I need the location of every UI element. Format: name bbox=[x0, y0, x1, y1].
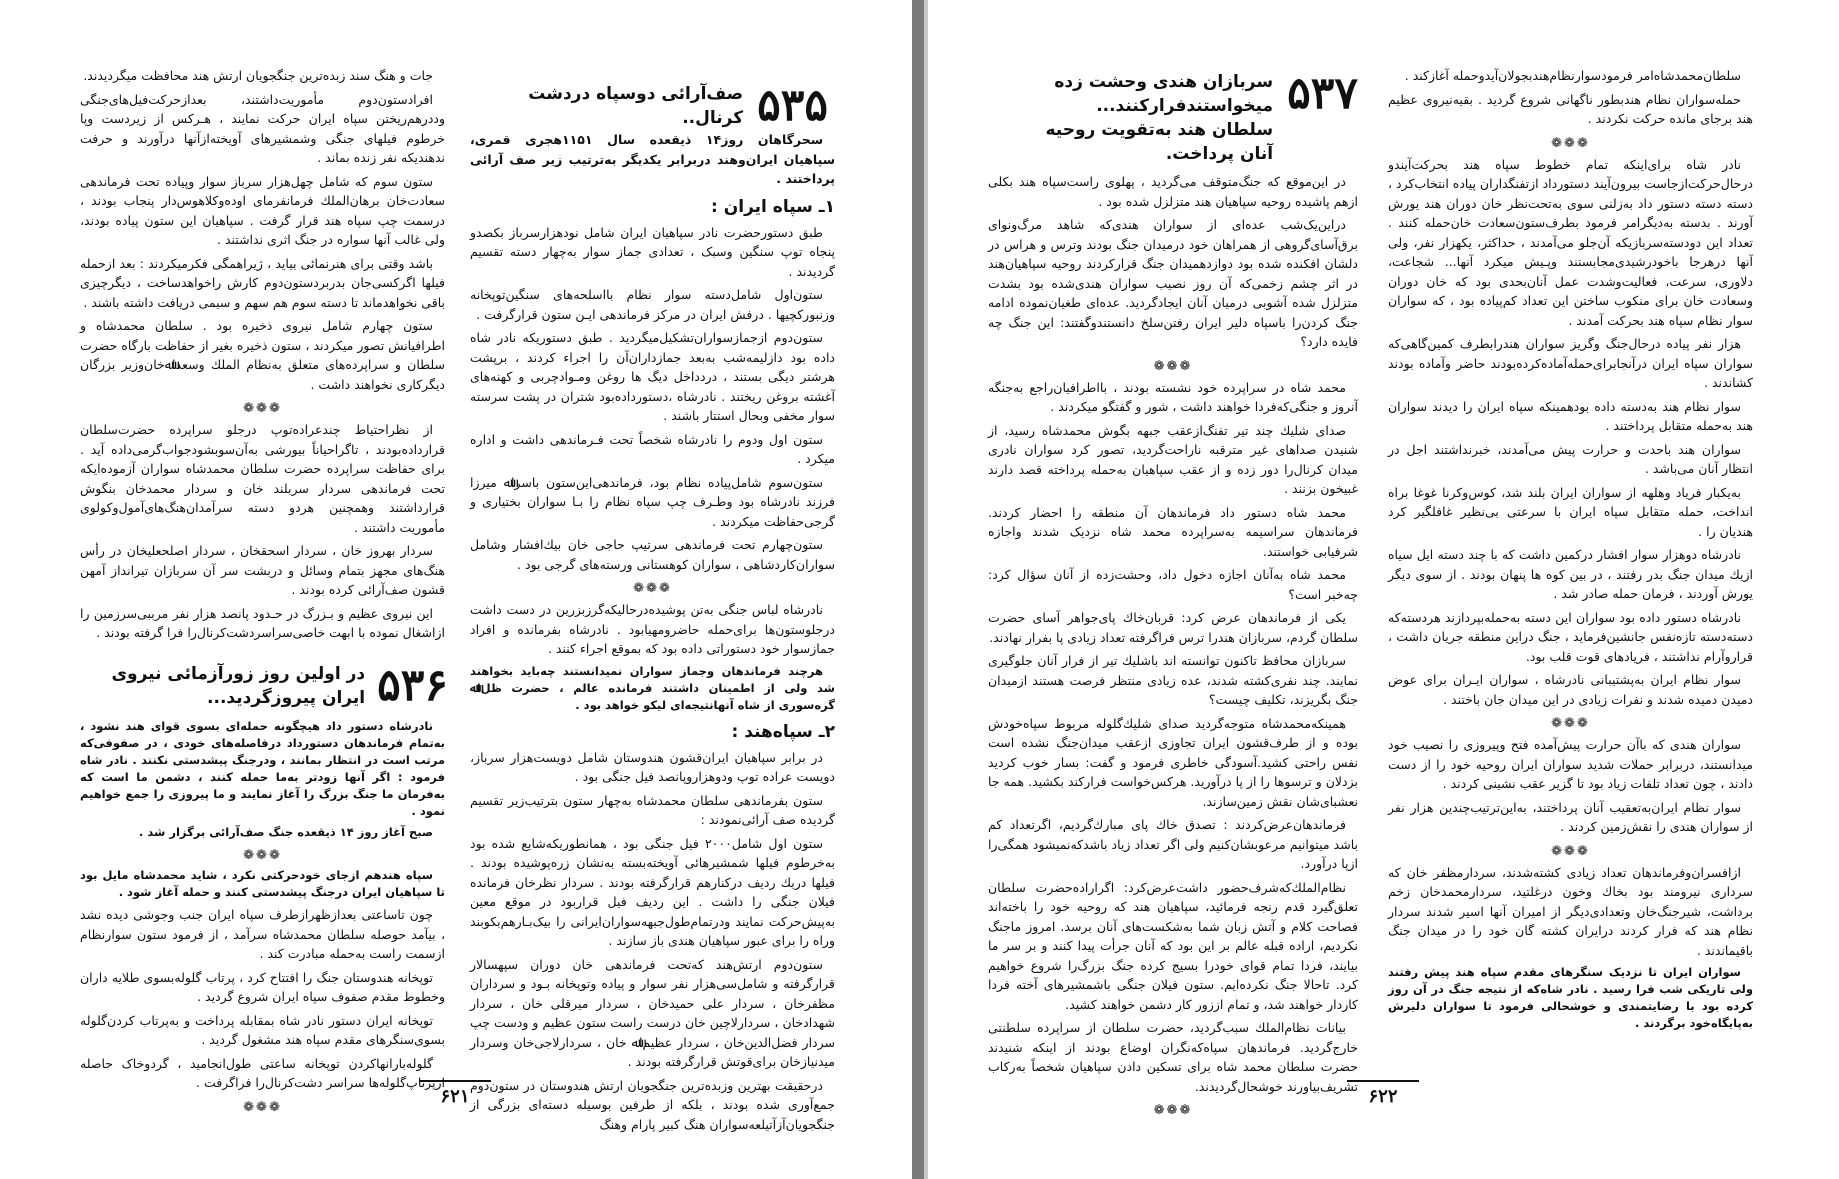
article-535-title: صف‌آرائی دوسپاه دردشت کرنال.. bbox=[528, 84, 744, 128]
paragraph: در این‌موقع که جنگ‌متوقف می‌گردید ، پهلوی راست‌سپاه هند بکلی از‌هم پاشیده روحیه سپاهیان هند متزلزل شده بود . bbox=[988, 174, 1358, 209]
paragraph: نادرشاه لباس جنگی به‌تن پوشیده‌درحالیکه‌گرز‌بزرین در دست داشت درجلو‌ستون‌ها برای‌حمله حاضرومهیابود . نادرشاه بفرمانده و افراد جمازسوار خود دستوراتی داده بود که بموقع اجراء کنند . bbox=[470, 602, 835, 656]
section-separator: ❁❁❁ bbox=[243, 848, 282, 863]
right-page-col-left bbox=[988, 172, 1358, 1118]
paragraph: این نیروی عظیم و بـزرگ در حـدود پانصد هزار نفر مرببی‌سرزمین را ازاشغال نموده با ابهت خاصی‌سراسردشت‌کرنال‌را فرا گرفته بودند . bbox=[80, 605, 445, 640]
paragraph: ستون بفرماندهی سلطان محمدشاه به‌چهار ستون بترتیب‌زیر تقسیم گردیده صف آرائی‌نمودند : bbox=[470, 792, 835, 827]
folio-rule bbox=[1347, 1080, 1419, 1082]
section-separator: ❁❁❁ bbox=[1153, 1103, 1193, 1118]
paragraph: جات و هنگ سند زبده‌ترین جنگجویان ارتش هند محافظت میگردیدند. bbox=[83, 68, 433, 83]
paragraph: یکی از فرماندهان عرض کرد: قربان‌خاك پای‌جواهر آسای حضرت سلطان گردم، سربازان هندرا ترس فراگرفته تعداد زیادی پا بفرار نهادند. bbox=[988, 610, 1358, 645]
section-iran-army-heading: ۱ـ سپاه ایران : bbox=[711, 196, 835, 217]
paragraph: سوار نظام ایران به‌پشتیبانی نادرشاه ، سواران ایـران برای عوض دمیدن دمیده شدند و نفرات زیادی در این میدان جان باختند . bbox=[1388, 672, 1753, 707]
paragraph: طبق دستورحضرت نادر سپاهیان ایران شامل نودهزارسرباز بکصدو پنجاه توپ سنگین وسبک ، تعدادی جماز سوار به‌چهار دسته تقسیم گردیدند . bbox=[470, 224, 835, 279]
paragraph: صدای شلیك چند تیر تفنگ‌ازعقب جبهه بگوش محمدشاه رسید، از شنیدن صداهای غیر مترقبه ناراحت‌گردید، تصور کرد سواران نادری میدان کرنال‌را دور زده و از عقب سپاهیان به‌حمله پرداخته قصد دارند غبیخون بزنند . bbox=[988, 422, 1358, 496]
article-537-headline bbox=[988, 70, 1358, 166]
paragraph: ازافسران‌وفرماندهان تعداد زیادی کشته‌شدند، سردار‌مظفر خان که سرداری نیرومند بود‌ بخاك و‌خون درغلتید، سردارمحمدخان زخم برداشت، شیرجنگ‌خان وتعدادی‌دیگر از امیران آنها اسیر شدند سردار نظام هند که فرار کردند درایران کشته گان خود را در میدان جنگ باقیماندند . bbox=[1388, 864, 1753, 958]
article-536-headline bbox=[88, 662, 448, 710]
paragraph: افرادستون‌دوم مأموریت‌داشتند، بعدازحرکت‌فیل‌های‌جنگی وددرهم‌ریختن‌ سپاه ایران حرکت نمایند ، هـرکس از زیردست وپا خرطوم فیلهای جنگی وشمشیرهای آویخته‌ازآنها درآورند و حرفت ندهندیکه نفر زنده بماند . bbox=[80, 91, 445, 165]
paragraph: باشد وقتی برای هنرنمائی بیاید ، ژیرا‌همگی فکرمیکردند : بعد از‌حمله فیلها اگرکسی‌جان بدربرد‌ستون‌دوم کارش را‌خواهدساخت ، دیگر‌چیزی باقی نخواهد‌ماند تا دسته سوم هم سهم و سیمی دریافت داشته باشند . bbox=[80, 255, 445, 310]
article-537-number: ۵۳۷ bbox=[1287, 68, 1358, 119]
section-separator: ❁❁❁ bbox=[1153, 358, 1193, 374]
section-separator: ❁❁❁ bbox=[1551, 843, 1590, 859]
section-separator: ❁❁❁ bbox=[633, 581, 672, 596]
paragraph: نادرشاه دستور داده بود سواران این دسته به‌حمله‌بپردازند هردسته‌که دسته‌دسته تازه‌نفس جانشین‌فرماید ، جنگ دراین منطقه جریان داشت ، قرارو‌آرام نداشتند ، فریادهای قوت قلب بود. bbox=[1388, 609, 1753, 664]
paragraph: ستون‌دوم ازجماز‌سواران‌تشکیل‌میگردید . طبق دستوریکه نادر شاه داده بود دازلیمه‌شب به‌بعد جمازداران‌آن را اجراء کردند ، برپشت هرشتر دیگی بستند ، دردداخل دیگ ها روغن ومـوادچربی و کهنه‌های آغشته بروغن ریختند . نادرشاه ،دستورداده‌بود شتران در پشت سرسته سوار مخفی وبحال استتار باشند . bbox=[470, 330, 835, 423]
page-number-text: ۶۲۲ bbox=[1368, 1086, 1398, 1107]
paragraph: محمد شاه به‌آنان اجازه دخول داد، وحشت‌زده از آنان سؤال کرد: چه‌خبر است؟ bbox=[988, 567, 1358, 602]
paragraph: فرماندهان‌عرض‌کردند : تصدق خاك پای مبارك‌گردیم، اگرتعداد کم باشد میتوانیم مرعوبشان‌کنیم ولی اگر تعداد زیاد باشد‌که‌نمیشود همگی‌را ازپا درآورد. bbox=[988, 817, 1358, 871]
boxed-note: نادرشاه دستور داد هیچگونه حمله‌ای بسوی قوای هند نشود ، به‌تمام فرماندهان دستورداد درفاصله‌های خودی ، در صفوفی‌که مرتب است در انتظار بمانند ، ودرجنگ پیشدستی نکنند . نادر شاه فرمود : اگر آنها زودتر به‌ما حمله کنند ، دشمن ما است که به‌فرمان ما جنگ بزرگ را آغاز نمایند و ما پیروزی را جمع خواهیم نمود . bbox=[80, 719, 445, 818]
article-535-number: ۵۳۵ bbox=[757, 80, 828, 131]
paragraph: سوار نظام هند به‌دسته داده بودهمینکه سپاه ایران را دیدند سواران هند به‌حمله متقابل پرداختند . bbox=[1388, 398, 1753, 433]
paragraph: بیانات نظام‌الملك سبب‌گردید، حضرت سلطان از سراپرده سلطنتی خارج‌گردید. فرماندهان سپاه‌که‌نگران اوضاع بودند از اینکه شنیدند حضرت سلطان محمد شاه برای تسکین دادن سپاهیان شخصاً به‌رکاب تشریف‌بیاورند خوشحال‌گردیدند. bbox=[988, 1020, 1358, 1094]
section-separator: ❁❁❁ bbox=[243, 1099, 282, 1115]
paragraph: به‌یکبار فریاد وهلهه از سواران ایران بلند شد، کوس‌وکرنا غوغا براه انداخت، حمله متقابل سپاه ایران با سرعتی بی‌نظیر غافلگیر کرد هندیان را . bbox=[1388, 484, 1753, 539]
paragraph: همینکه‌محمدشاه متوجه‌گردید صدای شلیك‌گلوله مربوط سپاه‌خودش بوده و از طرف‌قشون ایران تجاوزی ازعقب میدان‌جنگ نشده است نفس راحتی کشید.آسودگی خاطری فرمود و گفت: بسار خوب کردید بزدلان و ترسوها را از پا درآورید. هرکس‌خواست فرارکند بکشید. همه جا نعشبای‌شان نقش زمین‌سازند. bbox=[988, 715, 1358, 809]
paragraph: سواران هند باحدت و حرارت پیش می‌آمدند، خبرنداشتند اجل در انتظار آنان می‌باشد . bbox=[1388, 441, 1753, 476]
paragraph: ستون اول ودوم را نادرشاه شخصاً تحت فـرماندهی داشت و اداره میکرد . bbox=[470, 431, 835, 466]
page-number-left bbox=[400, 1080, 510, 1179]
boxed-note: سواران ایران تا نزدیک سنگرهای مقدم سپاه هند پیش رفتند ولی تاریکی شب فرا رسید . نادر شاه‌که از نتیجه جنگ در آن روز کرده بود با رضایتمندی و خوشحالی فرمود تا سواران دلیرش به‌پایگاه‌خود برگردند . bbox=[1388, 965, 1753, 1030]
paragraph: گلوله‌بارانها‌کردن توپخانه ساعتی طول‌انجامید ، گردوخاک حاصله ازپرتاپ‌گلوله‌ها سراسر دشت‌کرنال‌را فراگرفت . bbox=[80, 1055, 445, 1090]
book-gutter bbox=[912, 0, 924, 1179]
paragraph: توپخانه هندوستان جنگ را افتتاح کرد ، پرتاب گلوله‌بسوی طلایه داران وخطوط مقدم صفوف سپاه ایران شروع گردید . bbox=[80, 969, 445, 1004]
paragraph: نادر شاه برای‌اینکه تمام خطوط سپاه هند بحرکت‌آیندو درحال‌حرکت‌ازجاست بیرون‌آیند دستورداد ازتفنگداران پیاده انتخاب‌کرد ، دسته دسته دستور داد به‌زلنی سوی به‌تحت‌نظر خان دوران هند یورش آورند . بدسته به‌دیگرامر فرمود بطرف‌ستون‌سعادت خان‌حمله کنند . تعداد این دودسته‌سربازیکه آن‌جلو می‌آمدند ، حداکثر، یکهزار نفر، ولی آنها درهرجا باخودرشیدی‌مجابستند وپـیش میکرد آنها... شجاعت، دلاوری، سرعت، فعالیت‌وشدت عمل آنان‌بحدی بود که خان دوران وسعادت خان برای منکوب ساختن این تعداد کم‌پیاده بود ، که سواران سوار نظام سپاه هند بحرکت آمدند . bbox=[1388, 156, 1753, 328]
paragraph: در برابر سپاهیان ایران‌قشون هندوستان شامل دویست‌هزار سرباز، دویست عراده توپ ودوهزاروپانصد فیل جنگی بود . bbox=[470, 749, 835, 784]
paragraph: توپخانه ایران دستور نادر شاه بمقابله پرداخت و به‌پرتاب کردن‌گلوله بسوی‌سنگرهای مقدم سپاه هند مشغول گردید . bbox=[80, 1012, 445, 1047]
article-536-number: ۵۳۶ bbox=[377, 660, 448, 711]
paragraph: محمد شاه دستور داد فرماندهان آن منطقه را احضار کردند. فرماندهان سراسیمه به‌سراپرده محمد شاه نزدیک شدند واجازه شرفیابی خواستند. bbox=[988, 504, 1358, 559]
paragraph: سربازان محافظ تاکنون توانسته اند باشلیك تیر از فرار آنان جلوگیری نمایند. چند نفری‌کشته شدند، عده زیادی منتظر فرصت هستند ازمیدان جنگ بگریزند، تکلیف چیست؟ bbox=[988, 653, 1358, 707]
paragraph: ستون‌اول شامل‌دسته سوار نظام با‌اسلحه‌های سنگین‌توپخانه وزنبورکچیها . درفش ایران در مرکز فرماندهی ایـن ستون قرار‌گرفت . bbox=[470, 287, 835, 322]
left-page bbox=[0, 0, 912, 1179]
folio-rule bbox=[419, 1080, 491, 1082]
paragraph: هزار نفر پیاده درحال‌جنگ وگریز سواران هندرابطرف کمین‌گاهی‌که سواران سپاه ایران درآنجابرای‌حمله‌آماده‌کرده‌بودند حاضر وآماده بودند کشاندند . bbox=[1388, 336, 1753, 390]
article-535-headline bbox=[468, 82, 828, 130]
paragraph: حمله‌سواران نظام هندبطور ناگهانی شروع گردید . بقیه‌نیروی عظیم هند برجای مانده حرکت نکردند . bbox=[1388, 91, 1753, 126]
page-number-right bbox=[1328, 1080, 1438, 1179]
left-page-col-left-bottom bbox=[80, 718, 445, 1115]
paragraph: سلطان‌محمدشاه‌امر فرمودسوار‌نظام‌هندبجولان‌آیدوحمله آغازکند . bbox=[1404, 68, 1741, 83]
paragraph: ستون‌چهارم تحت فرماندهی سرتیپ حاجی خان بیك‌افشار وشامل سواران‌کاردشاهی ، سواران کوهستانی ورستەهای گرجی بود . bbox=[470, 537, 835, 572]
paragraph: ستون‌سوم شامل‌پیاده نظام بود، فرماندهی‌این‌ستون باسراﷲ میرزا فرزند نادرشاه بود وطـرف چپ سپاه نظام را بـا سواران بختیاری و گرجی‌حفاظت میکردند . bbox=[470, 474, 835, 529]
paragraph: درحقیقت بهترین وزبده‌ترین جنگجویان ارتش هندوستان در ستون‌دوم جمع‌آوری شده بودند ، بلکه از طرفین بوسیله دسته‌ای بزرگی از جنگجویان‌آزآتیلعه‌سواران هنگ کبیر پارام وهنگ bbox=[470, 1077, 835, 1132]
boxed-note: هرچند فرماندهان وجماز سواران نمیدانستند چه‌باید بخواهند شد ولی از اطمینان داشتند فرمانده عالم ، حضرت ظل‌اﷲ گره‌سوری از شاه آنها‌نتیجه‌ای لیکو خواهد بود . bbox=[470, 663, 835, 712]
paragraph: ستون سوم که شامل چهل‌هزار سرباز سوار وپیاده تحت فرماندهی سعادت‌خان برهان‌الملك فرمانفرمای اوده‌وکلاهوس‌دار پنجاب بودند ، درسمت چپ سپاه هند قرار گرفت . سپاهیان این ستون پیاده بودند، ولی غالب آنها سواره در جنگ اثری نداشتند . bbox=[80, 173, 445, 247]
section-separator: ❁❁❁ bbox=[243, 401, 282, 416]
paragraph: محمد شاه در سراپرده خود نشسته بودند ، بااطرافیان‌راجع به‌جنگه آنروز و جنگی‌که‌فردا خواهند داشت ، شور و گفتگو میکردند . bbox=[988, 379, 1358, 414]
paragraph: نادرشاه دوهزار سوار افشار درکمین داشت که با چند دسته ایل سیاه ازیك میدان جنگ بدر رفتند ، در بین کوه ها پنهان بودند . از سوی دیگر یورش آوردند ، فرمان حمله صادر شد . bbox=[1388, 547, 1753, 601]
article-536-title-line1: در اولین روز زورآزمائی نیروی bbox=[111, 664, 366, 684]
article-537-title-line: سربازان هندی وحشت زده bbox=[1054, 72, 1274, 92]
paragraph: نظام‌الملك‌که‌شرف‌حضور داشت‌عرض‌کرد: اگراراده‌حضرت سلطان تعلق‌گیرد قدم رنجه فرمائید، سپاهیان هند که روحیه خود را باخته‌اند فصاحت کلام و آتش زبان شما به‌شکست‌های آنان برسد. امروز ماجنگ نکردیم، اراده قبله عالم بر این بود که آنان جرأت پیدا کنند و بر سر ما بیایند، فردا تمام قوای خودرا بسیج کرده جنگ بزرگ‌را شروع خواهیم کرد. تاحالا جنگ نکرده‌ایم. ستون فیلان جنگی باشمشیرهای آخته فردا کاردار خواهند شد، و تمام اززور کار دشمن خواهند کشید. bbox=[988, 879, 1358, 1012]
article-537-title-line: آنان پرداخت. bbox=[1165, 144, 1274, 164]
paragraph: ستون چهارم شامل نیروی ذخیره بود . سلطان محمدشاه و اطرافیانش تصور میکردند ، ستون ذخیره بغیر از حفاظت بارگاه حضرت سلطان و سراپرده‌های متعلق به‌نظام الملك وسعدا‌ﷲ‌خان‌وزیر بزرگان دیگرکاری نخواهند داشت . bbox=[80, 318, 445, 392]
paragraph: چون تاساعتی بعدازظهرازطرف سپاه ایران جنب وجوشی دیده نشد ، بیآمد حوصله سلطان محمدشاه سرآمد ، از فرمود ستون سوارنظام ازسمت راست به‌حمله مبادرت کند . bbox=[80, 907, 445, 961]
section-separator: ❁❁❁ bbox=[1551, 135, 1590, 151]
right-page-col-right bbox=[1388, 66, 1753, 1076]
left-page-col-left-top bbox=[80, 66, 445, 640]
page-number-text: ۶۲۱ bbox=[440, 1086, 470, 1107]
right-page bbox=[928, 0, 1839, 1179]
paragraph: دراین‌یک‌شب عده‌ای از سواران هندی‌که شاهد مرگ‌ونوای برق‌آسای‌گروهی از همراهان خود درمیدان جنگ بودند وترس و هراس در دلشان افکنده شده بود‌ دوازدهمیدان جنگ قرارکردند روحیه سپاهیان‌هند در اثر چشم زخمی‌که آن روز نصیب سواران هندی‌شده بود بشدت متزلزل شده آشوبی درمیان آنان‌ ایجادگردید. عده‌ای طغیان‌نموده ادامه جنگ کردن‌را باسپاه دلیر ایران رفتن‌سلخ دانستند‌وگفتند: این جنگ چه فایده دارد؟ bbox=[988, 217, 1358, 349]
section-separator: ❁❁❁ bbox=[1551, 716, 1590, 731]
left-page-col-right bbox=[470, 130, 835, 1132]
section-india-army-heading: ۲ـ سپاه‌هند : bbox=[731, 721, 835, 742]
paragraph: سوار نظام ایران‌به‌تعقیب آنان پرداختند، به‌این‌ترتیب‌چندین هزار نفر از سواران هندی را نقش‌زمین کردند . bbox=[1388, 799, 1753, 834]
boxed-note: صبح آغاز روز ۱۴ ذیقعده جنگ صف‌آرائی برگزار شد . bbox=[139, 825, 433, 839]
paragraph: ستون‌دوم ارتش‌هند که‌تحت فرماندهی خان دوران سپهسالار قرارگرفته و شامل‌سی‌هزار نفر سوار و پیاده وتوپخانه بـود و سرداران مظفرخان ، سردار علی حمیدخان ، سردار میرقلی خان ، سردار شهداد‌خان ، سردارلاچین خان درست راست ستون عظیم و ‌و‌دست چپ سردار فضل‌الدین‌خان ، سردار عظیم‌اﷲ خان ، سردارلاجی‌خان وسردار میدنیازخان برای‌قوتش قرار‌گرفته بودند . bbox=[470, 956, 835, 1069]
article-536-title-line2: ایران پیروزگردید... bbox=[207, 688, 366, 708]
paragraph: ستون اول شامل۲۰۰۰ فیل جنگی بود ، همانطوریکه‌شایع شده بود به‌خرطوم فیلها شمشیرهائی آویخته‌بسته به‌نشان زره‌پوشیده بودند . فیلها دربك ردیف درکنارهم قرارگرفته بودند . سردار نظرخان فرمانده فیلان جنگی را داشت . این ردیف فیل قراربود در موقع معین به‌پیش‌حرکت نمایند ودرتمام‌طول‌جبهه‌سواران‌ایرانی‌ را بیک‌بـارهم‌بکوبند وراه را برای عبور سپاهیان هندی باز سازند . bbox=[470, 835, 835, 948]
paragraph: از نظراحتیاط چندعراده‌توپ درجلو سراپرده حضرت‌سلطان قرارداده‌بودند ، تاگراحیاناً بیورشی به‌آن‌سوبشودجواب‌گرمی‌داده آید . برای حفاظت سراپرده حضرت سلطان محمدشاه سواران آزموده‌ایکه تحت فرماندهی سردار سربلند خان و سردار محمدخان بنگوش قرارداشتند وهمچنین‌ هردو دسته سرآمدان‌هنگ‌های‌آمول‌وکولوی مأموریت داشتند . bbox=[80, 422, 445, 535]
boxed-note: سپاه هندهم ازجای خودحرکتی نکرد ، شاید محمدشاه مایل بود تا سپاهیان ایران درجنگ پیشدستی کنند و حمله آغاز شود . bbox=[80, 868, 445, 899]
article-537-title-line: سلطان هند به‌تقویت روحیه bbox=[1045, 120, 1274, 140]
article-535-intro: سحرگاهان روز۱۴ ذیقعده سال ۱۱۵۱هجری قمری، سپاهیان ایران‌وهند دربرابر یکدیگر به‌ترتیب زیر صف آرائی پرداختند . bbox=[470, 132, 835, 186]
paragraph: سردار بهروز خان ، سردار اسحقخان ، سردار اصلحعلیخان در رأس هنگ‌های مجهز بتمام وسائل و دربشت سر آن سربازان تیرانداز آمهن‌ قشون صف‌آرائی کرده بودند . bbox=[80, 543, 445, 597]
paragraph: سواران هندی که باآن حرارت پیش‌آمده فتح وپیروزی را نصیب خود میدانستند، دربرابر حملات شدید سواران ایران روحیه خود را از دست دادند ، چون تعداد تلفات زیاد بود تا گزیر عقب‌ نشینی کردند . bbox=[1388, 737, 1753, 791]
article-537-title-line: میخواستندفرارکنند... bbox=[1096, 96, 1274, 116]
